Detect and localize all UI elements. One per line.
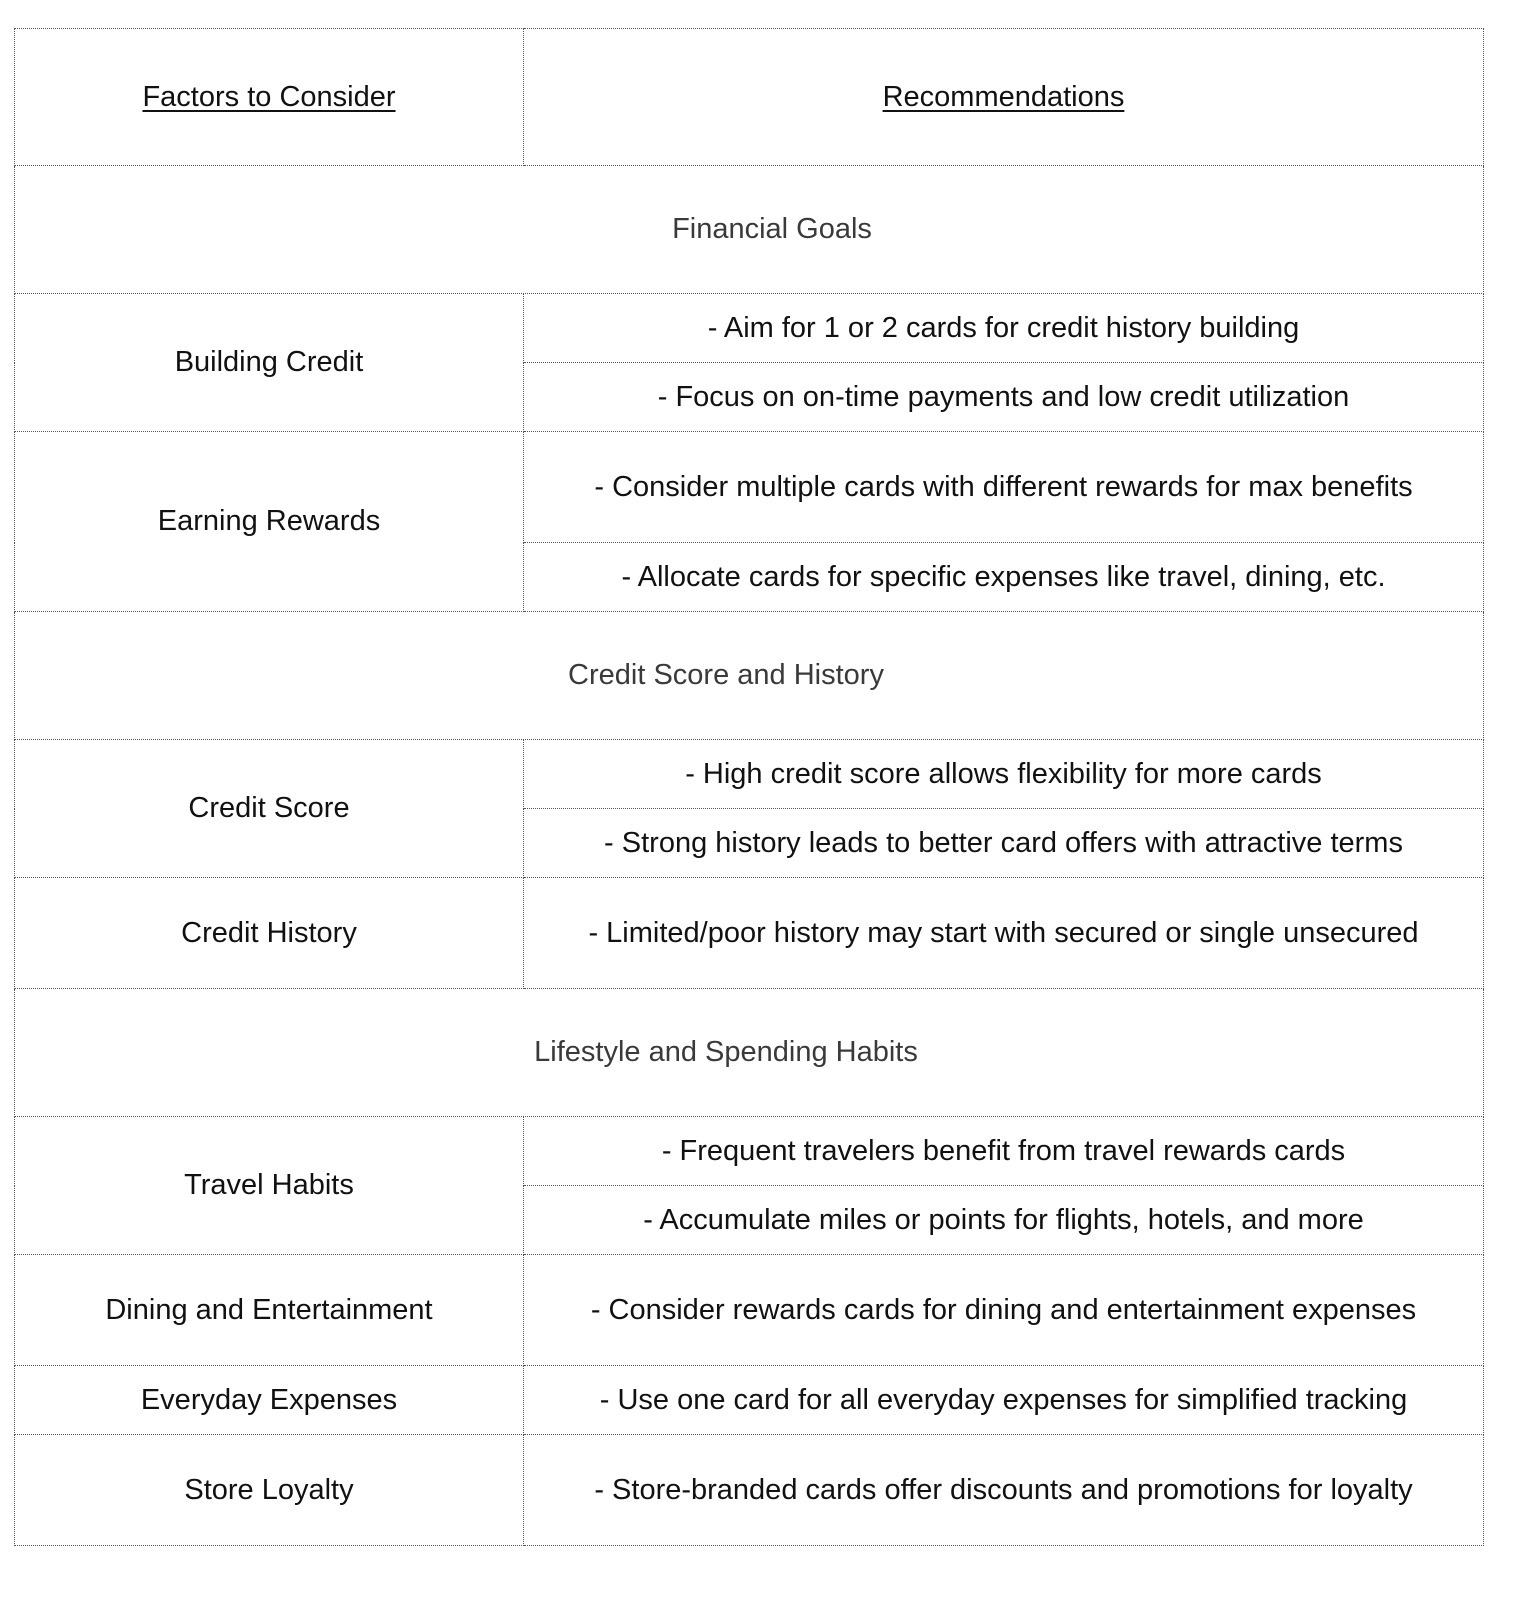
- recommendation-cell: - Allocate cards for specific expenses like travel, dining, etc.: [524, 543, 1484, 612]
- table-row: [15, 1255, 1484, 1366]
- recommendations-header-label: Recommendations: [882, 80, 1125, 113]
- recommendation-cell: - Consider rewards cards for dining and entertainment expenses: [524, 1255, 1484, 1366]
- table-row: [15, 740, 1484, 809]
- table-row: [15, 1117, 1484, 1186]
- table-row: [15, 1435, 1484, 1546]
- table-row: [15, 294, 1484, 363]
- recommendation-cell: - Accumulate miles or points for flights, hotels, and more: [524, 1186, 1484, 1255]
- factor-cell: Credit Score: [15, 740, 524, 878]
- recommendation-cell: - Store-branded cards offer discounts and promotions for loyalty: [524, 1435, 1484, 1546]
- factor-cell: Everyday Expenses: [15, 1366, 524, 1435]
- factor-cell: Travel Habits: [15, 1117, 524, 1255]
- recommendations-column-header: [524, 29, 1484, 166]
- factor-cell: Dining and Entertainment: [15, 1255, 524, 1366]
- recommendation-cell: - Frequent travelers benefit from travel rewards cards: [524, 1117, 1484, 1186]
- recommendation-cell: - Focus on on-time payments and low credit utilization: [524, 363, 1484, 432]
- recommendation-cell: - Use one card for all everyday expenses for simplified tracking: [524, 1366, 1484, 1435]
- factor-cell: Credit History: [15, 878, 524, 989]
- recommendation-cell: - Consider multiple cards with different rewards for max benefits: [524, 432, 1484, 543]
- factors-header-label: Factors to Consider: [142, 80, 396, 113]
- table-row: [15, 878, 1484, 989]
- factor-cell: Earning Rewards: [15, 432, 524, 612]
- section-title: Lifestyle and Spending Habits: [15, 989, 1484, 1117]
- section-row: [15, 612, 1484, 740]
- section-title: Financial Goals: [15, 166, 1484, 294]
- table-row: [15, 1366, 1484, 1435]
- recommendation-cell: - High credit score allows flexibility for more cards: [524, 740, 1484, 809]
- recommendation-cell: - Limited/poor history may start with secured or single unsecured: [524, 878, 1484, 989]
- factors-table: [14, 28, 1484, 1546]
- section-title: Credit Score and History: [15, 612, 1484, 740]
- table-row: [15, 432, 1484, 543]
- recommendation-cell: - Strong history leads to better card offers with attractive terms: [524, 809, 1484, 878]
- factor-cell: Building Credit: [15, 294, 524, 432]
- factors-column-header: [15, 29, 524, 166]
- credit-card-factors-table: [14, 28, 1483, 1546]
- section-row: [15, 989, 1484, 1117]
- section-row: [15, 166, 1484, 294]
- recommendation-cell: - Aim for 1 or 2 cards for credit history building: [524, 294, 1484, 363]
- factor-cell: Store Loyalty: [15, 1435, 524, 1546]
- header-row: [15, 29, 1484, 166]
